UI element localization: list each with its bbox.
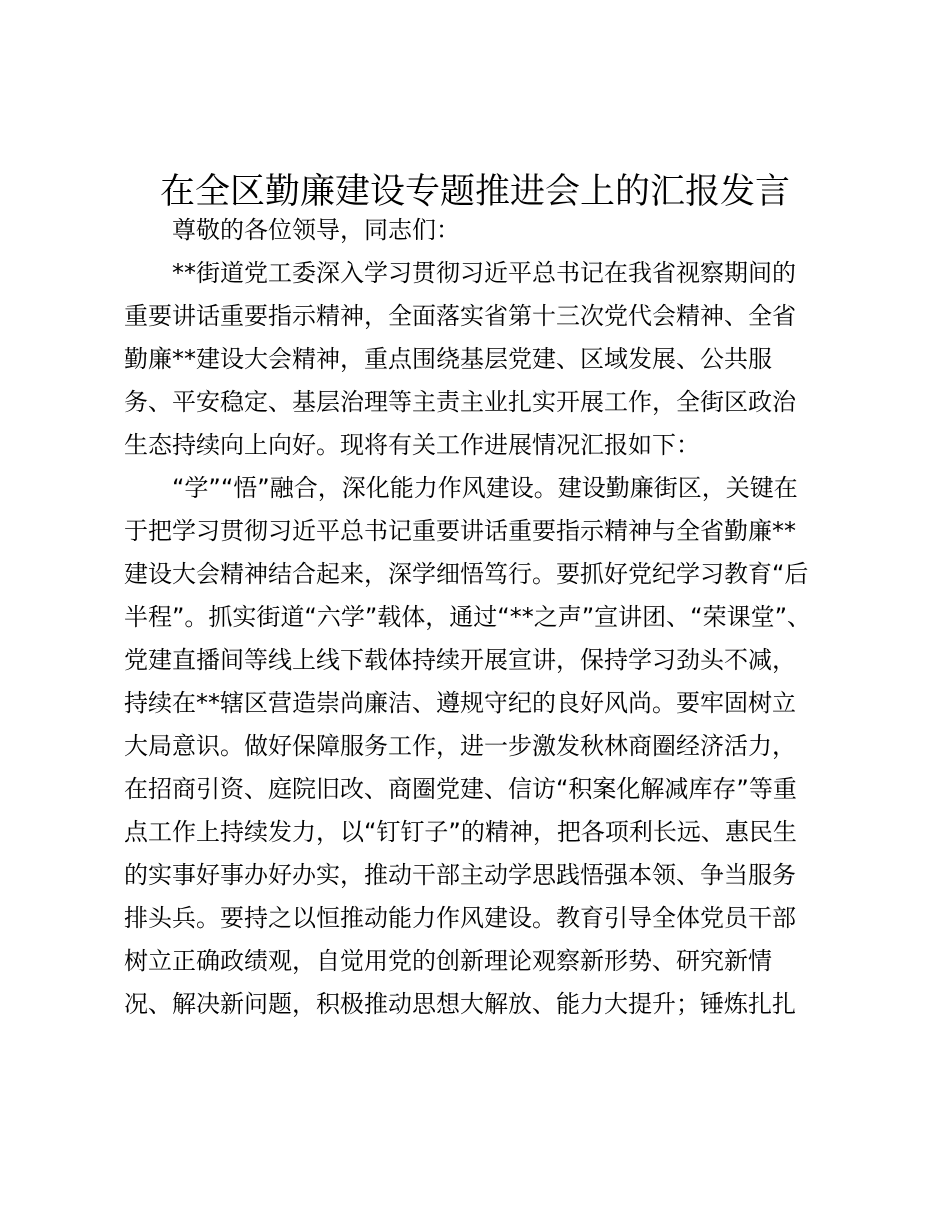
paragraph-line: 党建直播间等线上线下载体持续开展宣讲，保持学习劲头不减， bbox=[124, 646, 796, 674]
paragraph-line: 建设大会精神结合起来，深学细悟笃行。要抓好党纪学习教育“后 bbox=[124, 560, 809, 588]
paragraph-line: 持续在**辖区营造崇尚廉洁、遵规守纪的良好风尚。要牢固树立 bbox=[124, 689, 796, 717]
paragraph-line: 树立正确政绩观，自觉用党的创新理论观察新形势、研究新情 bbox=[124, 947, 772, 975]
paragraph-line: “学”“悟”融合，深化能力作风建设。建设勤廉街区，关键在 bbox=[172, 474, 798, 502]
document-title: 在全区勤廉建设专题推进会上的汇报发言 bbox=[159, 172, 790, 212]
salutation-line: 尊敬的各位领导，同志们： bbox=[172, 216, 460, 244]
paragraph-line: 生态持续向上向好。现将有关工作进展情况汇报如下： bbox=[124, 431, 700, 459]
paragraph-line: 的实事好事办好办实，推动干部主动学思践悟强本领、争当服务 bbox=[124, 861, 796, 889]
paragraph-line: **街道党工委深入学习贯彻习近平总书记在我省视察期间的 bbox=[172, 259, 796, 287]
paragraph-line: 排头兵。要持之以恒推动能力作风建设。教育引导全体党员干部 bbox=[124, 904, 796, 932]
paragraph-line: 在招商引资、庭院旧改、商圈党建、信访“积案化解减库存”等重 bbox=[124, 775, 797, 803]
paragraph-line: 勤廉**建设大会精神，重点围绕基层党建、区域发展、公共服 bbox=[124, 345, 772, 373]
paragraph-line: 大局意识。做好保障服务工作，进一步激发秋林商圈经济活力， bbox=[124, 732, 796, 760]
paragraph-line: 点工作上持续发力，以“钉钉子”的精神，把各项利长远、惠民生 bbox=[124, 818, 797, 846]
paragraph-line: 务、平安稳定、基层治理等主责主业扎实开展工作，全街区政治 bbox=[124, 388, 796, 416]
paragraph-line: 半程”。抓实街道“六学”载体，通过“**之声”宣讲团、“荣课堂”、 bbox=[124, 603, 812, 631]
paragraph-line: 况、解决新问题，积极推动思想大解放、能力大提升；锤炼扎扎 bbox=[124, 990, 796, 1018]
paragraph-line: 于把学习贯彻习近平总书记重要讲话重要指示精神与全省勤廉** bbox=[124, 517, 796, 545]
paragraph-line: 重要讲话重要指示精神，全面落实省第十三次党代会精神、全省 bbox=[124, 302, 796, 330]
document-body bbox=[124, 209, 836, 1026]
